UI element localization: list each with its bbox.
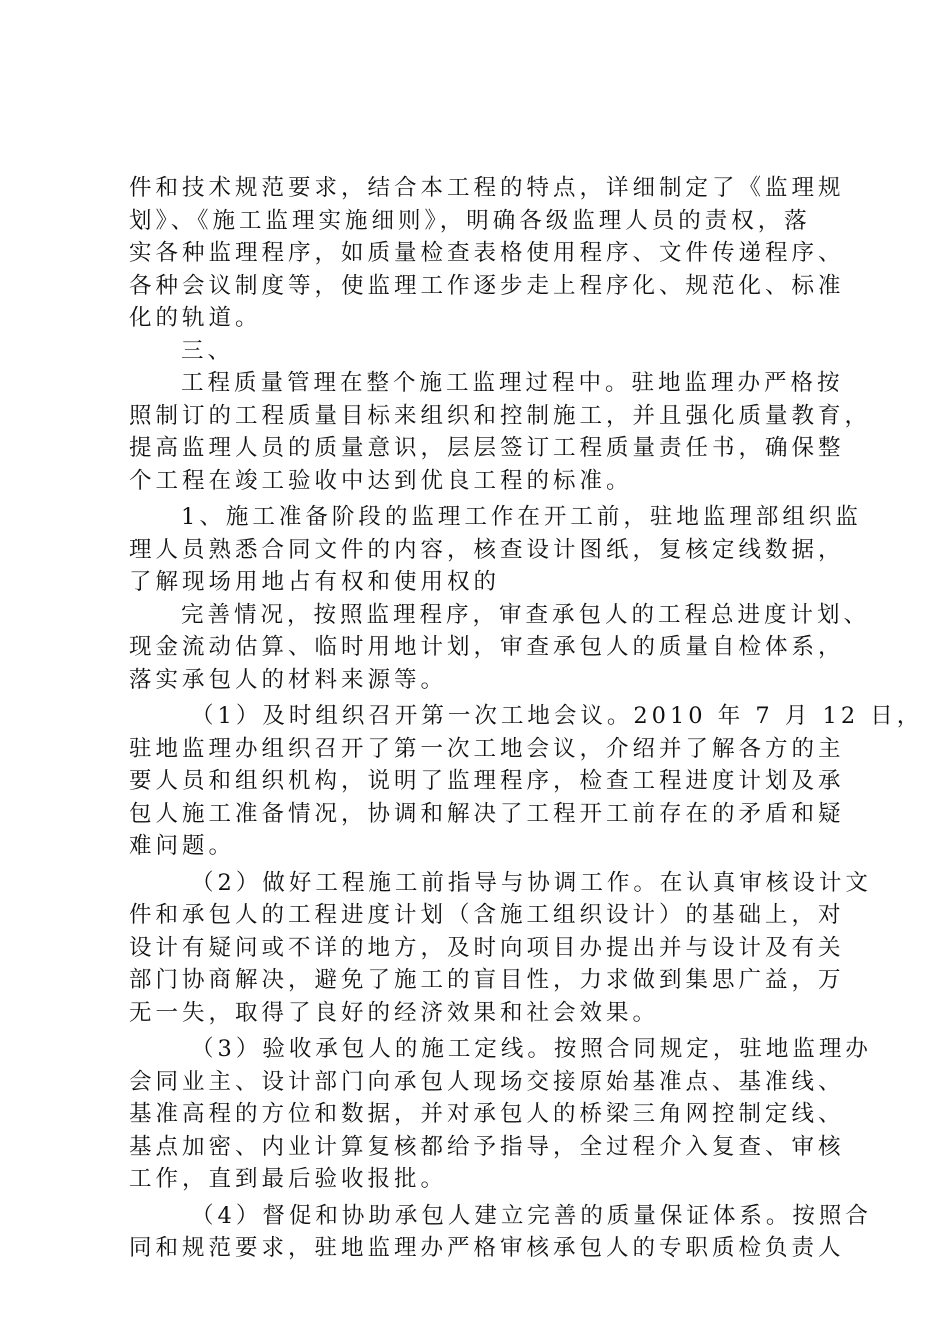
text-line: 设计有疑问或不详的地方，及时向项目办提出并与设计及有关 (129, 934, 845, 961)
text-line: 照制订的工程质量目标来组织和控制施工，并且强化质量教育， (129, 402, 872, 429)
text-line: （3）验收承包人的施工定线。按照合同规定，驻地监理办 (191, 1036, 872, 1062)
text-line: 1、施工准备阶段的监理工作在开工前，驻地监理部组织监 (181, 504, 862, 530)
text-line: 工作，直到最后验收报批。 (129, 1166, 448, 1192)
text-line: 基点加密、内业计算复核都给予指导，全过程介入复查、审核 (129, 1133, 845, 1160)
text-line: 同和规范要求，驻地监理办严格审核承包人的专职质检负责人 (129, 1235, 845, 1261)
text-line: 现金流动估算、临时用地计划，审查承包人的质量自检体系， (129, 634, 845, 660)
text-line: （2）做好工程施工前指导与协调工作。在认真审核设计文 (191, 869, 872, 896)
text-line: 难问题。 (129, 833, 236, 859)
text-line: 工程质量管理在整个施工监理过程中。驻地监理办严格按 (181, 370, 844, 396)
text-line: 要人员和组织机构，说明了监理程序，检查工程进度计划及承 (129, 768, 845, 794)
text-line: 了解现场用地占有权和使用权的 (129, 569, 501, 595)
text-line: 件和技术规范要求，结合本工程的特点，详细制定了《监理规 (129, 175, 845, 201)
text-line: 理人员熟悉合同文件的内容，核查设计图纸，复核定线数据， (129, 536, 845, 563)
text-line: 部门协商解决，避免了施工的盲目性，力求做到集思广益，万 (129, 967, 845, 993)
section-heading: 三、 (181, 337, 235, 364)
text-line: （1）及时组织召开第一次工地会议。2010 年 7 月 12 日， (191, 703, 924, 729)
text-line: 件和承包人的工程进度计划（含施工组织设计）的基础上，对 (129, 902, 845, 928)
text-line: 实各种监理程序，如质量检查表格使用程序、文件传递程序、 (129, 240, 845, 266)
text-line: 各种会议制度等，使监理工作逐步走上程序化、规范化、标准 (129, 272, 845, 299)
text-line: 提高监理人员的质量意识，层层签订工程质量责任书，确保整 (129, 435, 845, 461)
text-line: 落实承包人的材料来源等。 (129, 666, 448, 693)
text-line: 包人施工准备情况，协调和解决了工程开工前存在的矛盾和疑 (129, 800, 845, 827)
text-line: （4）督促和协助承包人建立完善的质量保证体系。按照合 (191, 1202, 872, 1229)
text-line: 会同业主、设计部门向承包人现场交接原始基准点、基准线、 (129, 1068, 845, 1095)
text-line: 无一失，取得了良好的经济效果和社会效果。 (129, 999, 660, 1026)
document-body (129, 172, 924, 1265)
text-line: 基准高程的方位和数据，并对承包人的桥梁三角网控制定线、 (129, 1101, 845, 1127)
text-line: 完善情况，按照监理程序，审查承包人的工程总进度计划、 (181, 601, 871, 628)
text-line: 化的轨道。 (129, 305, 262, 331)
text-line: 驻地监理办组织召开了第一次工地会议，介绍并了解各方的主 (129, 735, 845, 762)
text-line: 划》、《施工监理实施细则》，明确各级监理人员的责权，落 (129, 207, 811, 234)
text-line: 个工程在竣工验收中达到优良工程的标准。 (129, 467, 633, 494)
